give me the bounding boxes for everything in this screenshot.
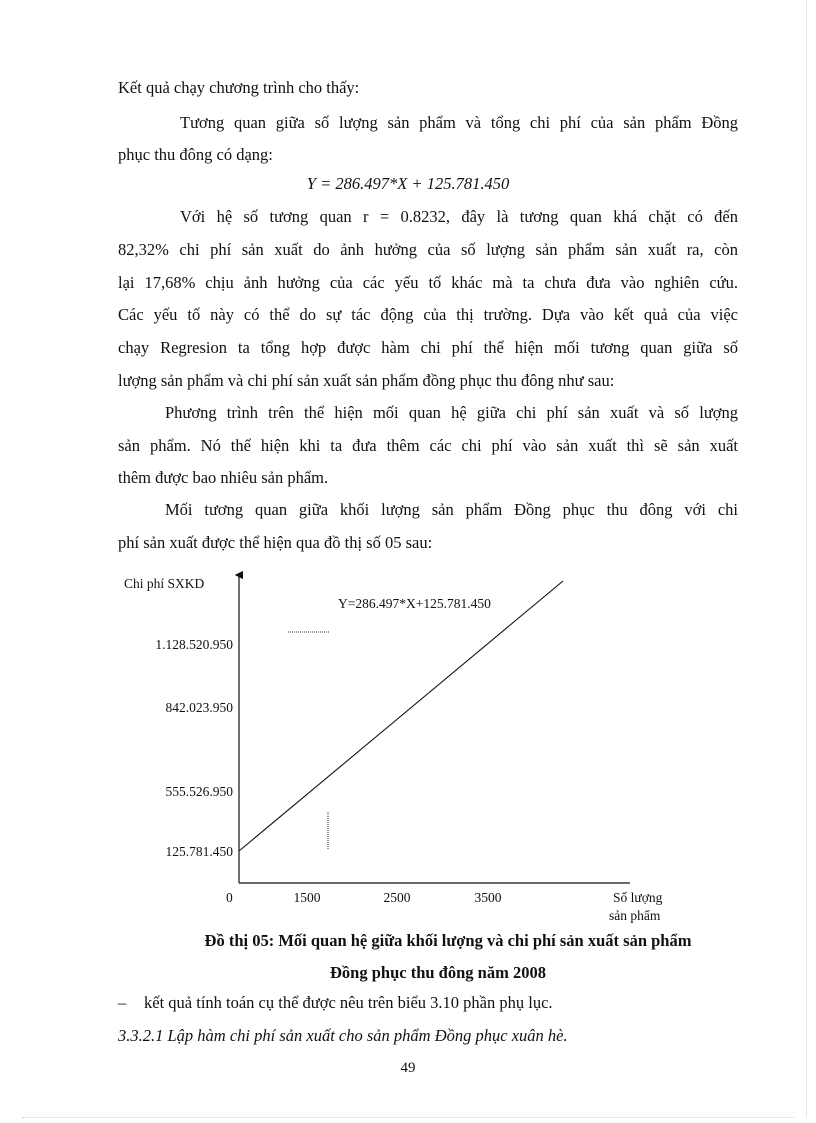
correlation-line-2: phục thu đông có dạng: (118, 145, 273, 164)
correlation-line-1: Tương quan giữa số lượng sản phẩm và tổng chi phí của sản phẩm Đồng (180, 113, 738, 132)
x-axis-label-line-2: sản phẩm (609, 908, 661, 923)
y-tick-label: 125.781.450 (165, 844, 233, 859)
x-tick-label: 3500 (474, 890, 502, 905)
coefficient-line-2: 82,32% chi phí sản xuất do ảnh hưởng của số lượng sản phẩm sản xuất ra, còn (118, 240, 738, 259)
chart-caption-line-1: Đồ thị 05: Mối quan hệ giữa khối lượng và chi phí sản xuất sản phẩm (204, 931, 692, 950)
y-axis-label: Chi phí SXKD (124, 576, 205, 591)
subsection-heading: 3.3.2.1 Lập hàm chi phí sản xuất cho sản phẩm Đồng phục xuân hè. (118, 1026, 568, 1045)
relation-line-1: Mối tương quan giữa khối lượng sản phẩm Đồng phục thu đông với chi (165, 500, 738, 519)
y-tick-label: 555.526.950 (165, 784, 233, 799)
x-tick-label: 2500 (383, 890, 411, 905)
bullet-text: kết quả tính toán cụ thể được nêu trên biểu 3.10 phần phụ lục. (144, 993, 553, 1012)
bullet-marker: – (118, 993, 127, 1012)
x-tick-label: 1500 (293, 890, 321, 905)
page-number: 49 (400, 1060, 416, 1076)
equation-label: Y=286.497*X+125.781.450 (338, 596, 491, 611)
equation-line-3: thêm được bao nhiêu sản phẩm. (118, 468, 329, 487)
y-tick-label: 1.128.520.950 (155, 637, 233, 652)
x-axis-label-line-1: Số lượng (613, 890, 663, 905)
coefficient-line-6: lượng sản phẩm và chi phí sản xuất sản phẩm đồng phục thu đông như sau: (118, 371, 615, 390)
y-tick-label: 842.023.950 (165, 700, 233, 715)
equation-line-2: sản phẩm. Nó thể hiện khi ta đưa thêm các chi phí vào sản xuất thì sẽ sản xuất (118, 436, 738, 455)
regression-formula: Y = 286.497*X + 125.781.450 (306, 174, 510, 193)
origin-label: 0 (226, 890, 233, 905)
cost-chart (110, 565, 750, 925)
x-tick-labels (294, 890, 502, 905)
coefficient-line-1: Với hệ số tương quan r = 0.8232, đây là tương quan khá chặt có đến (180, 207, 738, 226)
y-tick-labels (155, 637, 233, 859)
equation-line-1: Phương trình trên thể hiện mối quan hệ giữa chi phí sản xuất và số lượng (165, 403, 738, 422)
chart-caption-line-2: Đồng phục thu đông năm 2008 (330, 963, 546, 982)
regression-line (239, 581, 563, 851)
intro-text: Kết quả chạy chương trình cho thấy: (118, 78, 360, 97)
coefficient-line-3: lại 17,68% chịu ảnh hưởng của các yếu tố khác mà ta chưa đưa vào nghiên cứu. (118, 273, 738, 292)
relation-line-2: phí sản xuất được thể hiện qua đồ thị số 05 sau: (118, 533, 433, 552)
page-border-bottom (22, 1117, 794, 1118)
page-border-right (806, 0, 807, 1117)
coefficient-line-5: chạy Regresion ta tổng hợp được hàm chi phí thể hiện mối tương quan giữa số (118, 338, 738, 357)
coefficient-line-4: Các yếu tố này có thể do sự tác động của thị trường. Dựa vào kết quả của việc (118, 305, 738, 324)
